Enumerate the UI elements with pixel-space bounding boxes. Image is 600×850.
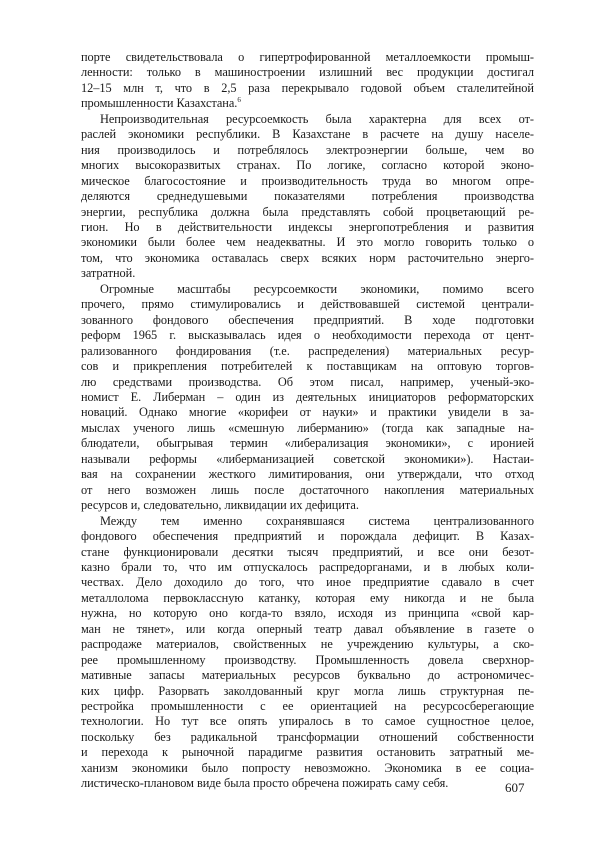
text-line: прочего, прямо стимулировались и действовавшей системой централи- [81, 297, 534, 312]
text-line: реформ 1965 г. высказывалась идея о необходимости перехода от цент- [81, 328, 534, 343]
text-line: том, что экономика оставалась сверх всяких норм расточительно энерго- [81, 250, 534, 265]
text-line: гион. Но в действительности индексы энергопотребления и развития [81, 219, 534, 234]
text-line: от него возможен лишь после достаточного накопления материальных [81, 482, 534, 497]
text-line: ресурсов и, следовательно, ликвидации их дефицита. [81, 498, 359, 513]
paragraph [81, 514, 534, 792]
text-line: затратной. [81, 266, 136, 281]
text-line: листическо-плановом виде была просто обречена пожирать саму себя. [81, 776, 449, 791]
text-line: экономики были более чем неадекватны. И это могло говорить только о [81, 235, 534, 250]
text-line: раслей экономики республики. В Казахстане в расчете на душу населе- [81, 127, 534, 142]
text-line: мыслах ученого лишь «смешную либерманию» (тогда как западные на- [81, 420, 534, 435]
text-line: ман не тянет», или когда оперный театр давал объявление в газете о [81, 621, 534, 636]
paragraph [81, 112, 534, 282]
text-line: ния производилось и потреблялось электроэнергии больше, чем во [81, 142, 534, 157]
text-line: вая на сохранении жесткого лимитирования, они утверждали, что отход [81, 467, 534, 482]
text-line: промышленности Казахстана.$^6$ [81, 96, 241, 111]
text-line: деляются среднедушевыми показателями потребления производства [81, 189, 534, 204]
body-text [81, 50, 534, 792]
page-number: 607 [505, 780, 525, 795]
text-line: рее промышленному производству. Промышленность довела сверхнор- [81, 652, 534, 667]
text-line: ких цифр. Разорвать заколдованный круг могла лишь структурная пе- [81, 683, 534, 698]
text-line: энергии, республика должна была представлять собой процветающий ре- [81, 204, 534, 219]
text-line: ханизм экономики было попросту невозможно. Экономика в ее социа- [81, 760, 534, 775]
footnote-marker: 6 [237, 96, 241, 105]
text-line: казно брали то, что им отпускалось распредорганами, и в любых коли- [81, 559, 534, 574]
text-line: стане функционировали десятки тысяч предприятий, и все они безот- [81, 544, 534, 559]
text-line: металлолома первоклассную катанку, которая ему никогда и не была [81, 590, 534, 605]
text-line: 12–15 млн т, что в 2,5 раза перекрывало годовой объем сталелитейной [81, 80, 534, 95]
text-line: мическое благосостояние и производительность труда во многом опре- [81, 173, 534, 188]
text-line: мативные запасы материальных ресурсов буквально до астрономичес- [81, 668, 534, 683]
text-line: Огромные масштабы ресурсоемкости экономики, помимо всего [100, 281, 534, 296]
text-line: ленности: только в машиностроении излишний вес продукции достигал [81, 65, 534, 80]
text-line: чествах. Дело доходило до того, что иное предприятие сдавало в счет [81, 575, 534, 590]
text-line: Непроизводительная ресурсоемкость была характерна для всех от- [100, 111, 534, 126]
text-line: номист Е. Либерман – один из деятельных инициаторов реформаторских [81, 389, 534, 404]
text-line: нужна, но которую оно когда-то взяло, исходя из принципа «свой кар- [81, 606, 534, 621]
text-line: распродаже материалов, свойственных не учреждению культуры, а ско- [81, 637, 534, 652]
text-line: называли реформы «либерманизацией советской экономики»). Настаи- [81, 451, 534, 466]
text-line: фондового обеспечения предприятий и порождала дефицит. В Казах- [81, 529, 534, 544]
text-line: поскольку без радикальной трансформации отношений собственности [81, 729, 534, 744]
text-line: технологии. Но тут все опять упиралось в то самое сущностное целое, [81, 714, 534, 729]
text-line: лю средствами производства. Об этом писал, например, ученый-эко- [81, 374, 534, 389]
text-line: многих высокоразвитых странах. По логике, согласно которой эконо- [81, 158, 534, 173]
text-line: новаций. Однако многие «корифеи от науки» и практики увидели в за- [81, 405, 534, 420]
text-line: и перехода к рыночной парадигме развития остановить затратный ме- [81, 745, 534, 760]
text-line: рализованного фондирования (т.е. распределения) материальных ресур- [81, 343, 534, 358]
text-line: рестройка промышленности с ее ориентацией на ресурсосберегающие [81, 699, 534, 714]
text-line: зованного фондового обеспечения предприятий. В ходе подготовки [81, 312, 534, 327]
text-line: блюдатели, обыгрывая термин «либерализация экономики», с иронией [81, 436, 534, 451]
paragraph [81, 50, 534, 112]
text-line: порте свидетельствовала о гипертрофированной металлоемкости промыш- [81, 50, 534, 64]
paragraph [81, 282, 534, 514]
text-line: Между тем именно сохранявшаяся система централизованного [100, 513, 534, 528]
text-line: сов и прикрепления потребителей к поставщикам на оптовую торгов- [81, 359, 534, 374]
